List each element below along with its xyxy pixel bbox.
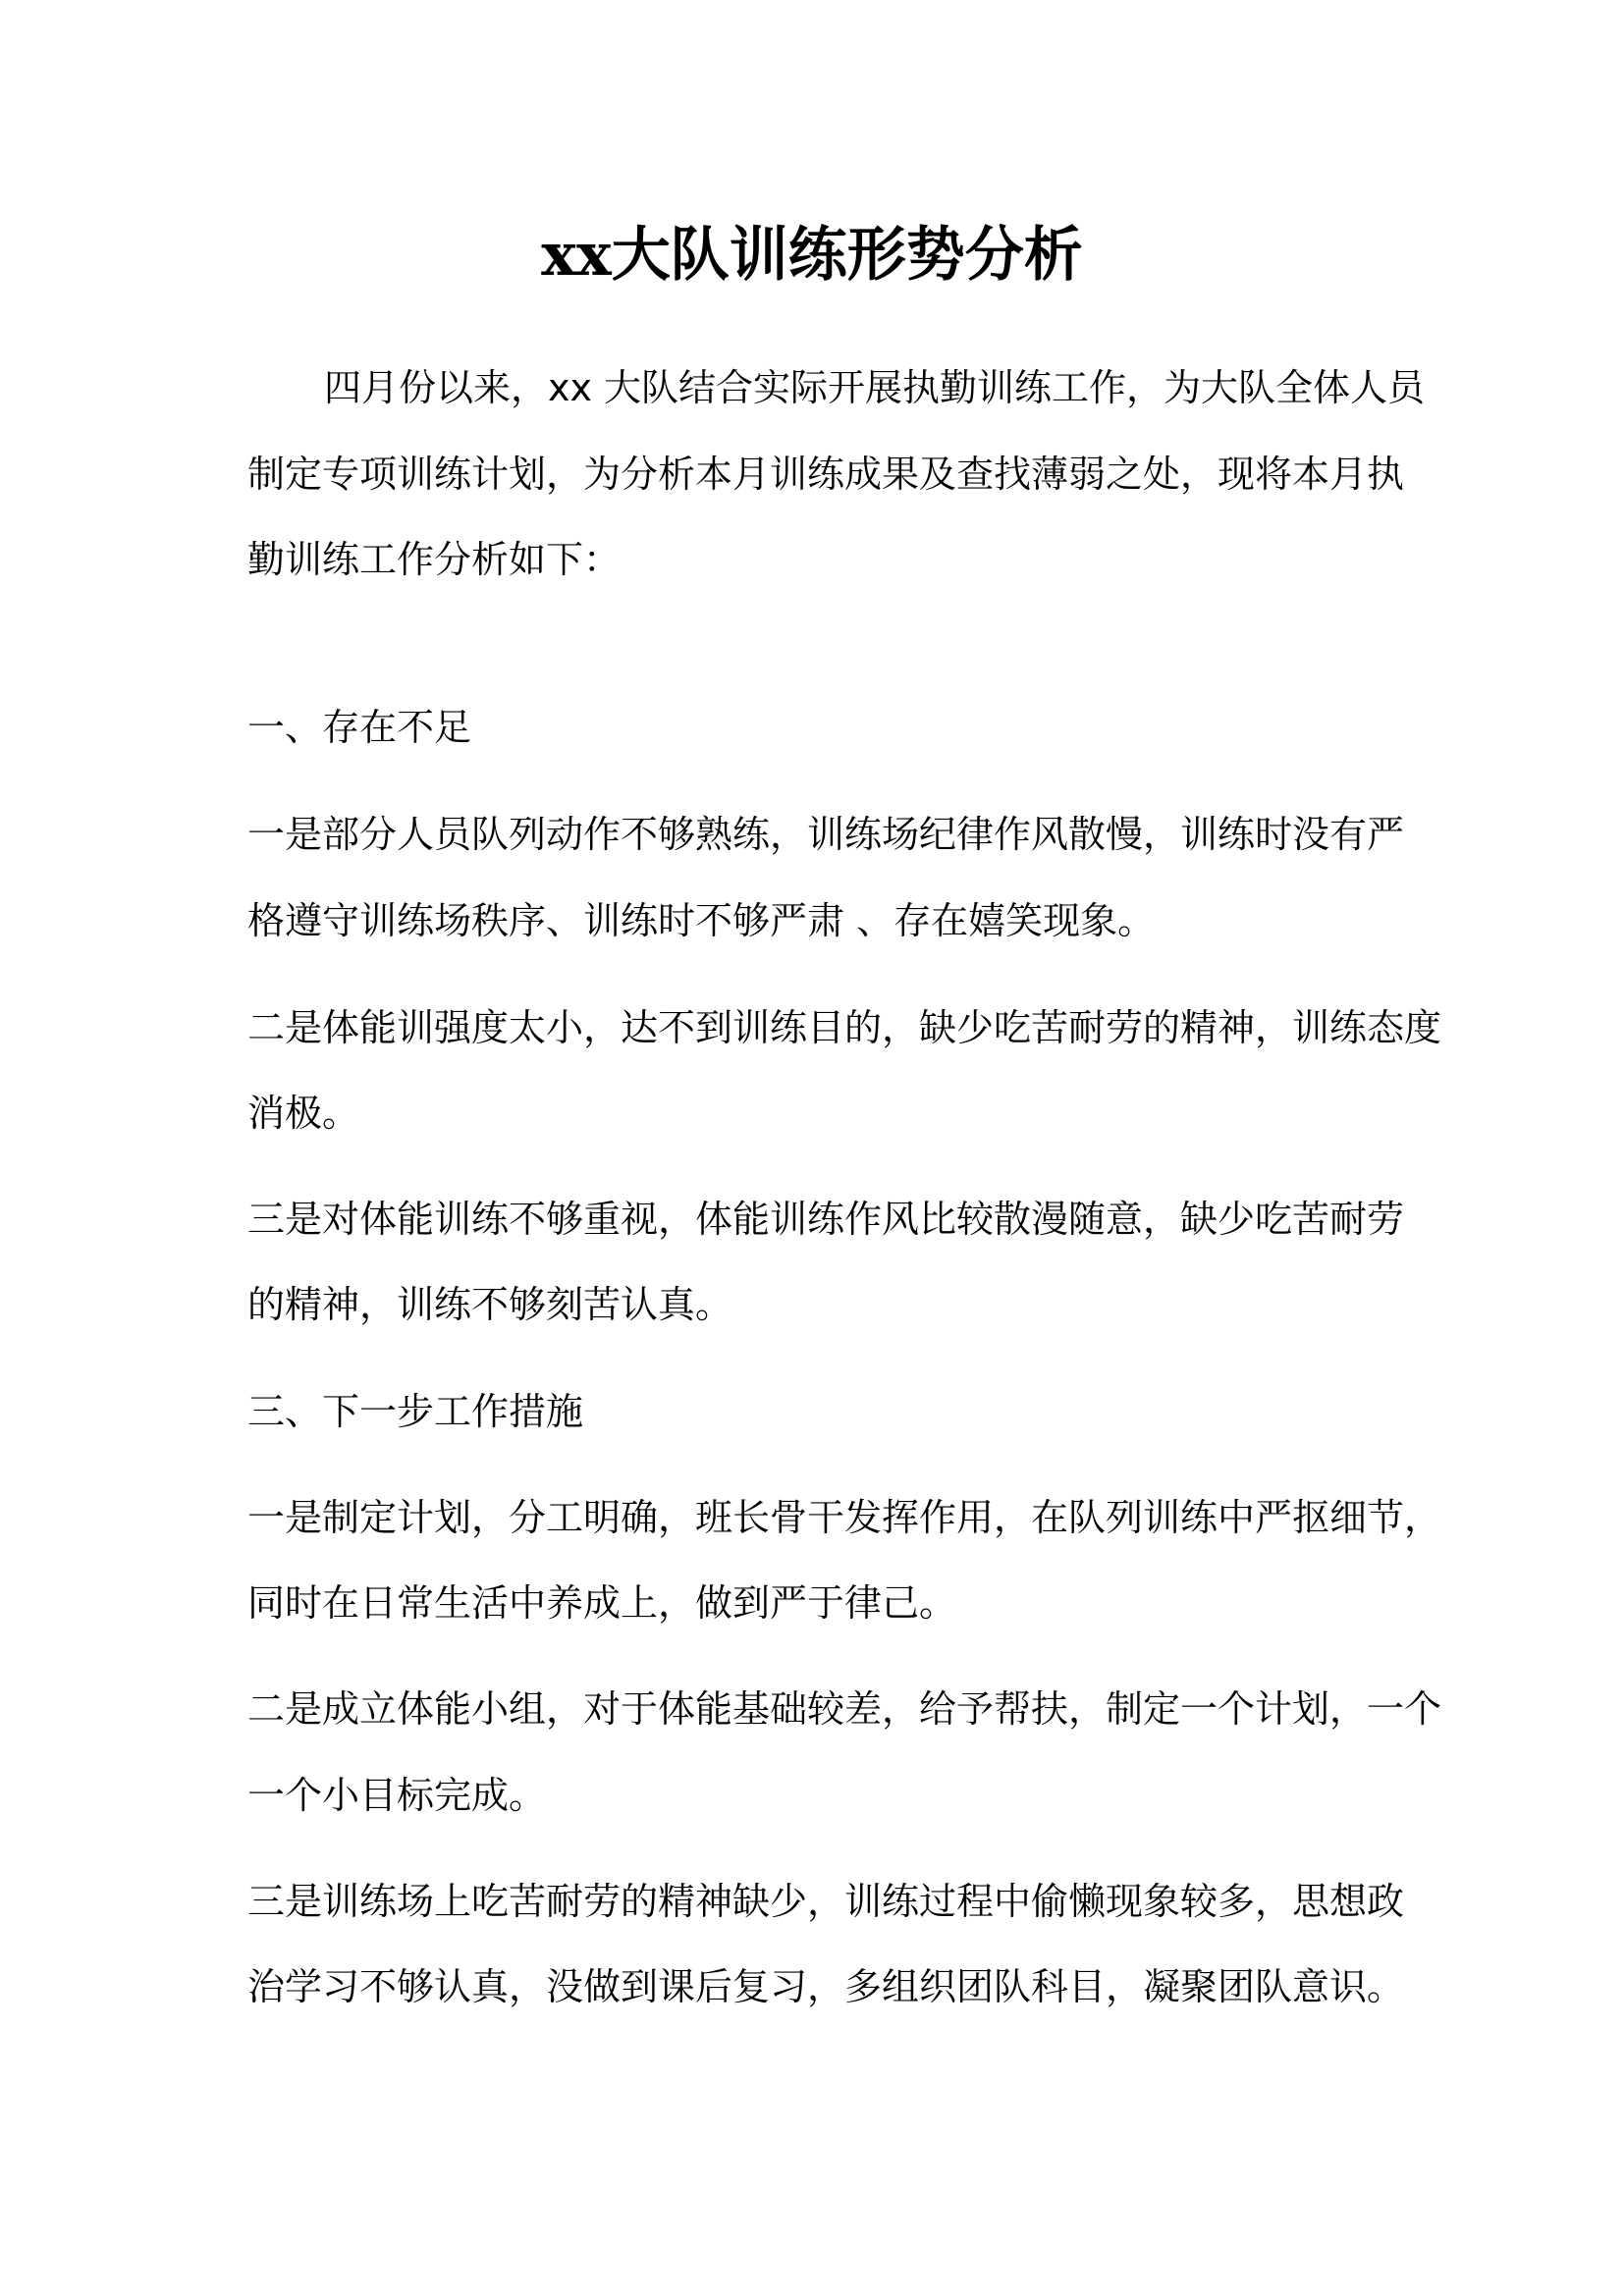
intro-line: 勤训练工作分析如下： (247, 538, 622, 581)
paragraph-line: 消极。 (247, 1092, 360, 1135)
section-heading: 一、存在不足 (247, 706, 472, 749)
paragraph-line: 一个小目标完成。 (247, 1774, 547, 1817)
document-title: xx大队训练形势分析 (541, 221, 1083, 290)
paragraph-line: 的精神，训练不够刻苦认真。 (247, 1283, 733, 1326)
paragraph-line: 二是体能训强度太小，达不到训练目的，缺少吃苦耐劳的精神，训练态度 (247, 1006, 1442, 1049)
paragraph-line: 二是成立体能小组，对于体能基础较差，给予帮扶，制定一个计划，一个 (247, 1687, 1442, 1731)
paragraph-line: 治学习不够认真，没做到课后复习，多组织团队科目，凝聚团队意识。 (247, 1965, 1405, 2008)
intro-line: 制定专项训练计划，为分析本月训练成果及查找薄弱之处，现将本月执 (247, 453, 1405, 496)
section-heading: 三、下一步工作措施 (247, 1390, 584, 1433)
paragraph-line: 三是对体能训练不够重视，体能训练作风比较散漫随意，缺少吃苦耐劳 (247, 1198, 1405, 1241)
paragraph-line: 格遵守训练场秩序、训练时不够严肃 、存在嬉笑现象。 (247, 899, 1156, 942)
intro-line: 四月份以来，xx 大队结合实际开展执勤训练工作，为大队全体人员 (324, 366, 1426, 409)
paragraph-line: 同时在日常生活中养成上，做到严于律己。 (247, 1581, 957, 1625)
paragraph-line: 三是训练场上吃苦耐劳的精神缺少，训练过程中偷懒现象较多，思想政 (247, 1880, 1405, 1923)
paragraph-line: 一是制定计划，分工明确，班长骨干发挥作用，在队列训练中严抠细节， (247, 1496, 1442, 1539)
paragraph-line: 一是部分人员队列动作不够熟练，训练场纪律作风散慢，训练时没有严 (247, 813, 1405, 856)
